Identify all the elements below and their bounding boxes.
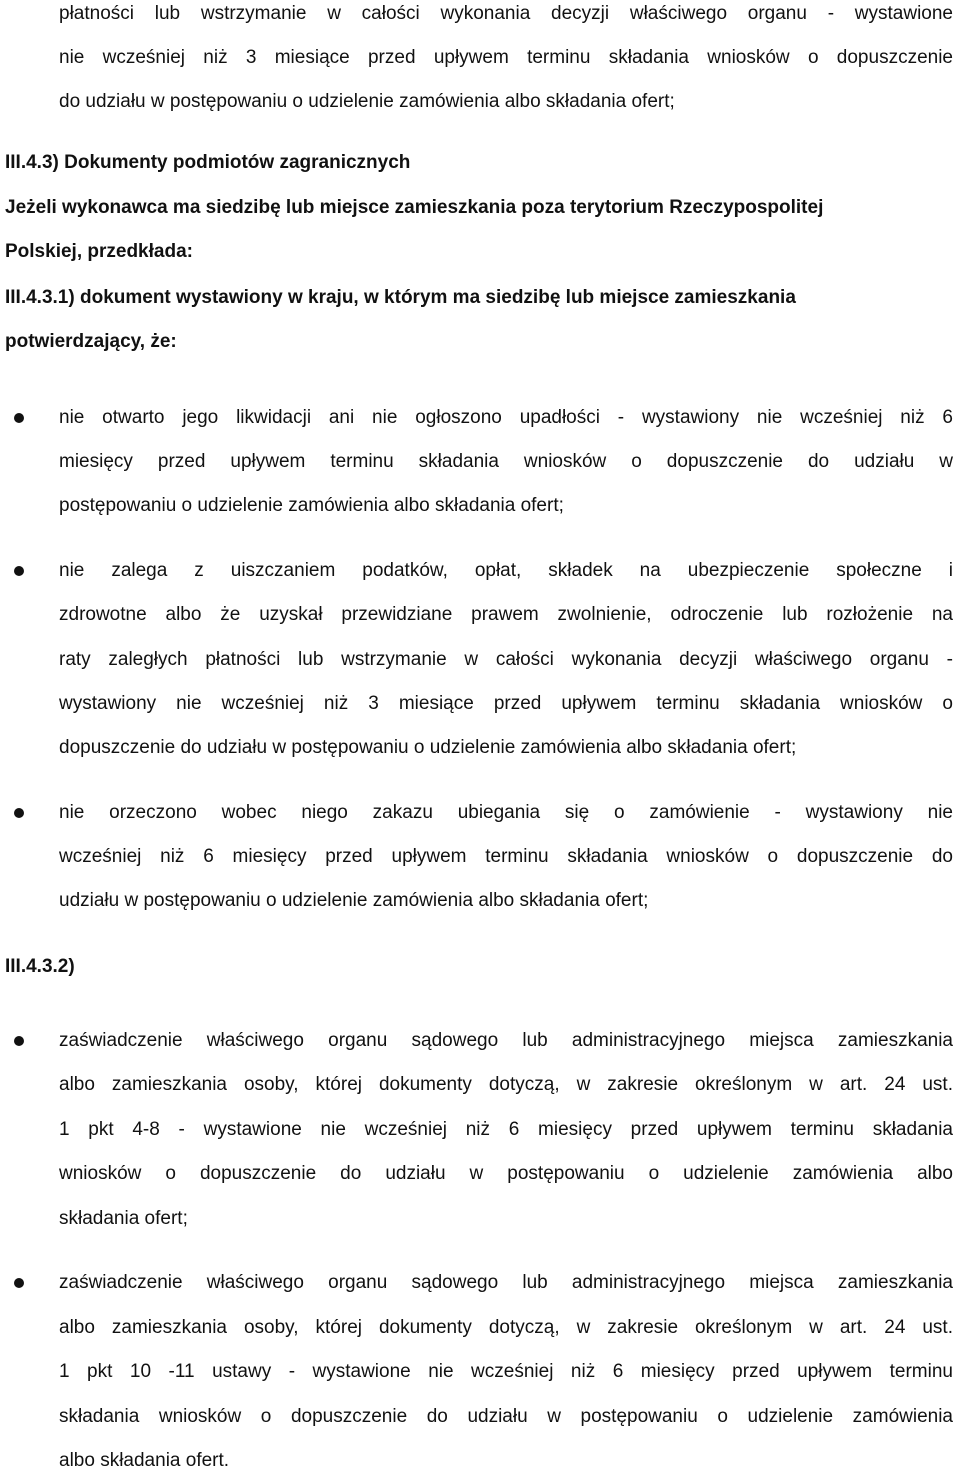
list-item-line: albo zamieszkania osoby, której dokumenty dotyczą, w zakresie określonym w art. 24 ust. <box>59 1317 953 1338</box>
list-item-line: 1 pkt 4-8 - wystawione nie wcześniej niż 6 miesięcy przed upływem terminu składania <box>59 1119 953 1140</box>
list-item-line: nie zalega z uiszczaniem podatków, opłat, składek na ubezpieczenie społeczne i <box>59 560 953 581</box>
bullet-icon <box>14 566 24 576</box>
bullet-icon <box>14 413 24 423</box>
list-item-line: nie orzeczono wobec niego zakazu ubiegania się o zamówienie - wystawiony nie <box>59 802 953 823</box>
list-item-line: postępowaniu o udzielenie zamówienia albo składania ofert; <box>59 495 564 516</box>
list-item-line: zaświadczenie właściwego organu sądowego lub administracyjnego miejsca zamieszkania <box>59 1030 953 1051</box>
paragraph-line: do udziału w postępowaniu o udzielenie zamówienia albo składania ofert; <box>59 91 675 112</box>
list-item-line: udziału w postępowaniu o udzielenie zamówienia albo składania ofert; <box>59 890 649 911</box>
section-heading: III.4.3) Dokumenty podmiotów zagranicznych <box>5 152 411 173</box>
list-item-line: składania ofert; <box>59 1208 188 1229</box>
section-intro-line: Jeżeli wykonawca ma siedzibę lub miejsce zamieszkania poza terytorium Rzeczypospolitej <box>5 197 824 218</box>
list-item-line: wystawiony nie wcześniej niż 3 miesiące przed upływem terminu składania wniosków o <box>59 693 953 714</box>
list-item-line: raty zaległych płatności lub wstrzymanie w całości wykonania decyzji właściwego organu - <box>59 649 953 670</box>
list-item-line: dopuszczenie do udziału w postępowaniu o udzielenie zamówienia albo składania ofert; <box>59 737 797 758</box>
bullet-icon <box>14 1036 24 1046</box>
list-item-line: 1 pkt 10 -11 ustawy - wystawione nie wcześniej niż 6 miesięcy przed upływem terminu <box>59 1361 953 1382</box>
bullet-icon <box>14 1278 24 1288</box>
list-item-line: zdrowotne albo że uzyskał przewidziane prawem zwolnienie, odroczenie lub rozłożenie na <box>59 604 953 625</box>
list-item-line: zaświadczenie właściwego organu sądowego lub administracyjnego miejsca zamieszkania <box>59 1272 953 1293</box>
list-item-line: wniosków o dopuszczenie do udziału w postępowaniu o udzielenie zamówienia albo <box>59 1163 953 1184</box>
list-item-line: miesięcy przed upływem terminu składania wniosków o dopuszczenie do udziału w <box>59 451 953 472</box>
subsection-heading: potwierdzający, że: <box>5 331 177 352</box>
list-item-line: albo składania ofert. <box>59 1450 230 1471</box>
subsection-heading: III.4.3.1) dokument wystawiony w kraju, w którym ma siedzibę lub miejsce zamieszkania <box>5 287 796 308</box>
paragraph-line: nie wcześniej niż 3 miesiące przed upływem terminu składania wniosków o dopuszczenie <box>59 47 953 68</box>
bullet-icon <box>14 808 24 818</box>
list-item-line: albo zamieszkania osoby, której dokumenty dotyczą, w zakresie określonym w art. 24 ust. <box>59 1074 953 1095</box>
list-item-line: nie otwarto jego likwidacji ani nie ogłoszono upadłości - wystawiony nie wcześniej niż 6 <box>59 407 953 428</box>
section-intro-line: Polskiej, przedkłada: <box>5 241 193 262</box>
list-item-line: wcześniej niż 6 miesięcy przed upływem terminu składania wniosków o dopuszczenie do <box>59 846 953 867</box>
subsection-heading: III.4.3.2) <box>5 956 75 977</box>
list-item-line: składania wniosków o dopuszczenie do udziału w postępowaniu o udzielenie zamówienia <box>59 1406 953 1427</box>
paragraph-line: płatności lub wstrzymanie w całości wykonania decyzji właściwego organu - wystawione <box>59 3 953 24</box>
